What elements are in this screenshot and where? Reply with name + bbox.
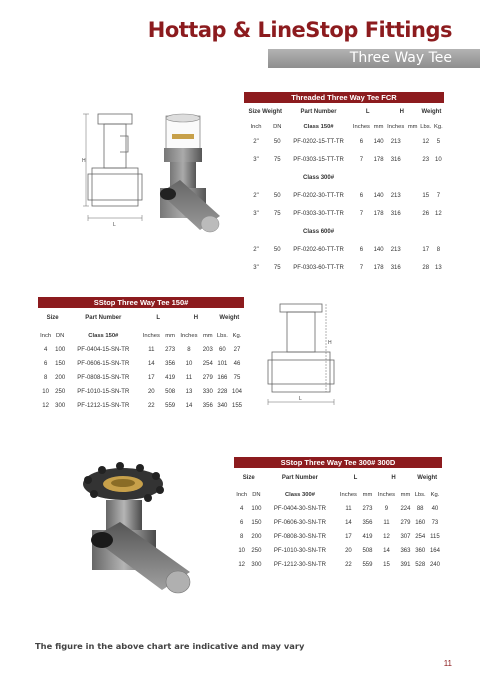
cell-lbs: 228 xyxy=(217,389,228,395)
sub-mm: mm xyxy=(407,124,418,130)
table-row xyxy=(244,241,444,259)
sub-dn: DN xyxy=(273,124,282,130)
table-row xyxy=(234,516,442,530)
cell-part: PF-0303-30-TT-TR xyxy=(293,211,344,217)
cell-inch: 3" xyxy=(253,265,259,271)
sstop-tee-image xyxy=(78,450,208,600)
cell-l-mm: 140 xyxy=(373,247,384,253)
cell-lbs: 15 xyxy=(422,193,430,199)
cell-l-mm: 508 xyxy=(165,389,176,395)
sub-inches: Inches xyxy=(387,124,405,130)
cell-inch: 6 xyxy=(43,361,48,367)
cell-l-in: 20 xyxy=(147,389,155,395)
cell-l-in: 11 xyxy=(148,347,155,353)
cell-kg: 75 xyxy=(233,375,241,381)
cell-l-in: 6 xyxy=(359,139,364,145)
cell-inch: 3" xyxy=(253,157,259,163)
sub-inches: Inches xyxy=(142,332,160,339)
table-row xyxy=(38,385,244,399)
table-threaded-fcr xyxy=(244,92,444,277)
col-h: H xyxy=(399,109,404,115)
cell-kg: 13 xyxy=(435,265,442,271)
cell-part: PF-0606-15-SN-TR xyxy=(77,361,130,367)
cell-l-mm: 178 xyxy=(373,157,384,163)
table-row xyxy=(244,133,444,151)
cell-h-in: 316 xyxy=(390,157,401,163)
class-label: Class 300# xyxy=(303,175,335,181)
cell-dn: 100 xyxy=(251,506,262,512)
table-row xyxy=(38,343,244,357)
cell-lbs: 360 xyxy=(415,548,426,554)
l-dimension-label: L xyxy=(299,396,302,402)
cell-h-in: 14 xyxy=(185,403,193,409)
cell-l-mm: 559 xyxy=(165,403,176,409)
cell-l-in: 11 xyxy=(345,506,352,512)
cell-part: PF-0404-15-SN-TR xyxy=(77,347,130,353)
cell-dn: 200 xyxy=(251,534,262,540)
cell-l-in: 6 xyxy=(359,193,364,199)
cell-inch: 6 xyxy=(240,520,244,526)
cell-dn: 75 xyxy=(273,211,281,217)
threaded-tee-image xyxy=(150,108,230,243)
sstop-tee-drawing xyxy=(262,300,342,410)
cell-h-mm: 363 xyxy=(400,548,411,554)
cell-h-in: 15 xyxy=(383,562,390,568)
cell-inch: 12 xyxy=(42,403,49,409)
sub-inch: Inch xyxy=(40,332,52,339)
cell-part: PF-1010-30-SN-TR xyxy=(273,548,326,554)
cell-h-in: 11 xyxy=(383,520,390,526)
cell-dn: 150 xyxy=(55,361,66,367)
cell-part: PF-0202-15-TT-TR xyxy=(293,139,344,145)
cell-dn: 50 xyxy=(273,247,281,253)
sub-inches: Inches xyxy=(377,492,395,498)
sub-dn: DN xyxy=(252,492,261,498)
cell-h-mm: 279 xyxy=(400,520,411,526)
cell-l-in: 14 xyxy=(345,520,352,526)
cell-h-in: 12 xyxy=(383,534,390,540)
cell-kg: 164 xyxy=(429,548,440,554)
cell-kg: 5 xyxy=(436,139,441,145)
cell-lbs: 254 xyxy=(415,534,426,540)
cell-kg: 27 xyxy=(233,347,241,353)
sub-lbs: Lbs. xyxy=(216,332,228,339)
cell-l-in: 7 xyxy=(359,265,364,271)
cell-h-mm: 203 xyxy=(202,347,213,353)
cell-part: PF-1212-30-SN-TR xyxy=(273,562,326,568)
cell-dn: 250 xyxy=(251,548,262,554)
cell-lbs: 166 xyxy=(217,375,228,381)
sub-inch: Inch xyxy=(250,124,262,130)
col-part-number: Part Number xyxy=(281,475,318,481)
cell-l-mm: 273 xyxy=(362,506,373,512)
sub-lbs: Lbs. xyxy=(420,124,432,130)
class-row xyxy=(244,223,444,241)
sub-inches: Inches xyxy=(180,332,198,339)
sub-class: Class 150# xyxy=(303,124,334,130)
class-label: Class 600# xyxy=(303,229,335,235)
cell-dn: 300 xyxy=(251,562,262,568)
cell-h-mm: 254 xyxy=(202,361,213,367)
h-dimension-label: H xyxy=(82,158,86,164)
cell-h-mm: 307 xyxy=(400,534,411,540)
sub-mm: mm xyxy=(202,332,213,339)
cell-kg: 40 xyxy=(431,506,439,512)
cell-l-in: 20 xyxy=(345,548,352,554)
cell-dn: 150 xyxy=(251,520,262,526)
sub-dn: DN xyxy=(56,332,65,339)
table-row xyxy=(234,558,442,572)
cell-part: PF-1212-15-SN-TR xyxy=(77,403,130,409)
cell-dn: 75 xyxy=(273,265,281,271)
cell-h-in: 213 xyxy=(390,139,401,145)
cell-kg: 46 xyxy=(233,361,241,367)
cell-part: PF-1010-15-SN-TR xyxy=(77,389,130,395)
cell-lbs: 340 xyxy=(217,403,228,409)
h-dimension-label: H xyxy=(328,340,332,346)
col-h: H xyxy=(391,475,396,481)
cell-kg: 104 xyxy=(231,389,242,395)
cell-h-mm xyxy=(407,259,419,277)
cell-h-in: 213 xyxy=(390,193,401,199)
cell-part: PF-0303-15-TT-TR xyxy=(293,157,344,163)
col-weight: Weight xyxy=(421,109,442,115)
cell-l-mm: 559 xyxy=(362,562,373,568)
cell-dn: 75 xyxy=(273,157,281,163)
cell-lbs: 28 xyxy=(422,265,430,271)
cell-inch: 8 xyxy=(240,534,244,540)
sub-class: Class 150# xyxy=(88,332,119,339)
footer-note: The figure in the above chart are indicative and may vary xyxy=(35,641,305,651)
table-row xyxy=(244,205,444,223)
cell-l-mm: 140 xyxy=(373,139,384,145)
cell-l-mm: 419 xyxy=(165,375,176,381)
col-weight: Weight xyxy=(417,475,438,481)
cell-inch: 2" xyxy=(253,247,259,253)
sub-mm: mm xyxy=(165,332,175,339)
table-row xyxy=(244,151,444,169)
table-sstop-150 xyxy=(38,297,244,413)
sub-kg: Kg. xyxy=(232,332,242,339)
subtitle-bar xyxy=(268,49,480,68)
cell-kg: 10 xyxy=(435,157,442,163)
sub-mm: mm xyxy=(362,492,373,498)
cell-lbs: 160 xyxy=(415,520,426,526)
cell-h-mm xyxy=(407,187,419,205)
cell-h-mm xyxy=(407,205,419,223)
cell-dn: 100 xyxy=(55,347,66,353)
cell-inch: 4 xyxy=(43,347,48,353)
cell-h-in: 14 xyxy=(383,548,390,554)
col-h: H xyxy=(193,315,199,321)
table-sstop-300 xyxy=(234,457,442,572)
cell-l-mm: 356 xyxy=(362,520,373,526)
cell-inch: 8 xyxy=(43,375,48,381)
col-size: Size xyxy=(242,475,255,481)
cell-l-in: 17 xyxy=(147,375,155,381)
cell-inch: 10 xyxy=(238,548,246,554)
cell-h-in: 10 xyxy=(185,361,193,367)
cell-lbs: 101 xyxy=(217,361,228,367)
table-row xyxy=(234,502,442,516)
cell-h-in: 13 xyxy=(185,389,193,395)
cell-lbs: 60 xyxy=(219,347,226,353)
cell-lbs: 528 xyxy=(415,562,426,568)
col-size-weight: Size Weight xyxy=(248,109,283,115)
cell-kg: 155 xyxy=(231,403,242,409)
col-l: L xyxy=(353,475,358,481)
cell-part: PF-0606-30-SN-TR xyxy=(273,520,326,526)
cell-h-mm xyxy=(407,151,419,169)
table-caption: SStop Three Way Tee 150# xyxy=(38,297,244,308)
cell-l-mm: 140 xyxy=(373,193,384,199)
cell-part: PF-0202-30-TT-TR xyxy=(293,193,344,199)
l-dimension-label: L xyxy=(113,222,116,228)
cell-lbs: 12 xyxy=(422,139,430,145)
cell-l-in: 6 xyxy=(359,247,364,253)
subtitle: Three Way Tee xyxy=(349,50,452,66)
cell-inch: 2" xyxy=(253,139,259,145)
threaded-tee-drawing xyxy=(80,108,150,228)
cell-l-in: 7 xyxy=(359,211,364,217)
cell-dn: 200 xyxy=(55,375,66,381)
cell-h-mm: 330 xyxy=(202,389,213,395)
page-number: 11 xyxy=(443,659,452,668)
page-title: Hottap & LineStop Fittings xyxy=(147,18,452,42)
sub-kg: Kg. xyxy=(434,124,443,130)
cell-part: PF-0404-30-SN-TR xyxy=(273,506,326,512)
sub-class: Class 300# xyxy=(284,492,315,498)
table-row xyxy=(244,187,444,205)
table-caption: Threaded Three Way Tee FCR xyxy=(244,92,444,103)
cell-l-mm: 178 xyxy=(373,211,384,217)
sub-inches: Inches xyxy=(339,492,357,498)
cell-lbs: 17 xyxy=(422,247,430,253)
cell-part: PF-0202-60-TT-TR xyxy=(293,247,344,253)
cell-l-mm: 419 xyxy=(362,534,373,540)
cell-kg: 73 xyxy=(431,520,439,526)
cell-h-in: 11 xyxy=(185,375,193,381)
col-l: L xyxy=(156,315,161,321)
cell-part: PF-0808-15-SN-TR xyxy=(77,375,130,381)
col-part-number: Part Number xyxy=(300,109,337,115)
cell-inch: 12 xyxy=(238,562,246,568)
cell-kg: 240 xyxy=(429,562,440,568)
cell-dn: 300 xyxy=(55,403,66,409)
cell-dn: 50 xyxy=(273,193,281,199)
cell-l-in: 7 xyxy=(359,157,364,163)
table-row xyxy=(244,259,444,277)
cell-h-mm: 224 xyxy=(400,506,411,512)
cell-lbs: 88 xyxy=(416,506,424,512)
sub-inch: Inch xyxy=(236,492,248,498)
cell-h-in: 9 xyxy=(384,506,389,512)
cell-inch: 3" xyxy=(253,211,259,217)
cell-kg: 8 xyxy=(436,247,441,253)
sub-kg: Kg. xyxy=(430,492,440,498)
cell-l-mm: 178 xyxy=(373,265,384,271)
cell-h-mm xyxy=(407,241,419,259)
cell-kg: 7 xyxy=(436,193,441,199)
cell-lbs: 26 xyxy=(422,211,430,217)
cell-h-mm: 356 xyxy=(202,403,213,409)
cell-l-in: 22 xyxy=(147,403,155,409)
cell-kg: 115 xyxy=(430,534,440,540)
col-size: Size xyxy=(46,315,59,321)
col-weight: Weight xyxy=(219,315,240,321)
table-row xyxy=(38,371,244,385)
cell-inch: 2" xyxy=(253,193,259,199)
cell-h-in: 8 xyxy=(187,347,191,353)
col-part-number: Part Number xyxy=(85,315,122,321)
cell-part: PF-0808-30-SN-TR xyxy=(273,534,326,540)
sub-inches: Inches xyxy=(352,124,370,130)
col-l: L xyxy=(365,109,370,115)
cell-inch: 10 xyxy=(42,389,49,395)
cell-l-mm: 273 xyxy=(165,347,176,353)
cell-h-mm xyxy=(407,133,419,151)
cell-h-mm: 279 xyxy=(202,375,213,381)
cell-kg: 12 xyxy=(435,211,442,217)
cell-inch: 4 xyxy=(240,506,244,512)
cell-dn: 50 xyxy=(273,139,281,145)
cell-h-in: 316 xyxy=(390,265,401,271)
cell-h-mm: 391 xyxy=(400,562,411,568)
table-row xyxy=(234,530,442,544)
table-row xyxy=(38,399,244,413)
table-row xyxy=(38,357,244,371)
cell-l-in: 14 xyxy=(147,361,155,367)
cell-dn: 250 xyxy=(55,389,66,395)
class-row xyxy=(244,169,444,187)
cell-l-mm: 508 xyxy=(362,548,373,554)
cell-part: PF-0303-60-TT-TR xyxy=(293,265,344,271)
sub-lbs: Lbs. xyxy=(414,492,426,498)
sub-mm: mm xyxy=(373,124,384,130)
table-caption: SStop Three Way Tee 300# 300D xyxy=(234,457,442,468)
cell-lbs: 23 xyxy=(422,157,430,163)
table-row xyxy=(234,544,442,558)
cell-h-in: 213 xyxy=(390,247,401,253)
cell-l-in: 22 xyxy=(345,562,352,568)
cell-h-in: 316 xyxy=(390,211,401,217)
cell-l-mm: 356 xyxy=(165,361,176,367)
sub-mm: mm xyxy=(400,492,411,498)
cell-l-in: 17 xyxy=(345,534,352,540)
